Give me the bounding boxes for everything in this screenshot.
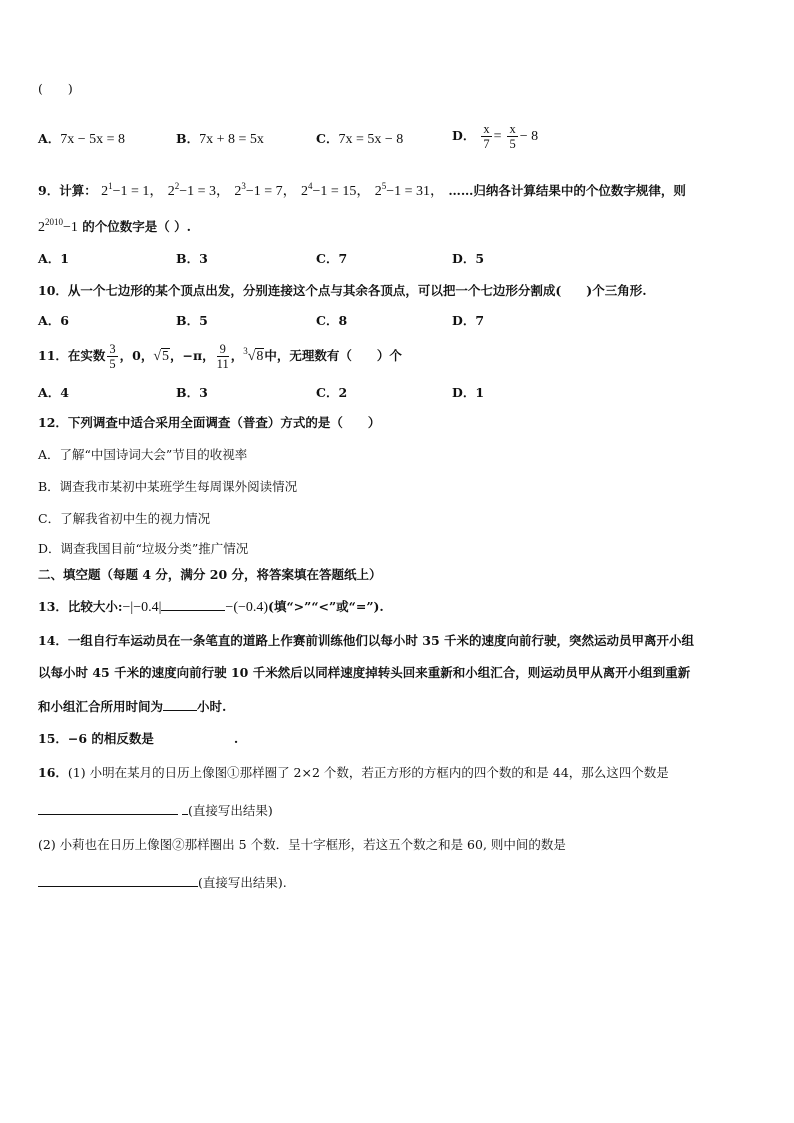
q8-option-b: B．7x + 8 = 5x <box>176 131 264 147</box>
fraction: $\frac{3}{5}$ <box>109 342 116 371</box>
q14-line2: 以每小时 45 千米的速度向前行驶 10 千米然后以同样速度掉转头回来重新和小组汇合，则运动员甲从离开小组到重新 <box>38 665 691 680</box>
q12-stem: 12．下列调查中适合采用全面调查（普查）方式的是（ ） <box>38 415 381 430</box>
q9-option-d: D．5 <box>452 251 485 266</box>
q11-option-c: C．2 <box>316 385 348 400</box>
q12-option-d: D．调查我国目前“垃圾分类”推广情况 <box>38 541 249 556</box>
q8-option-d: D． $\frac{x}{7}$ = $\frac{x}{5}$ − 8 <box>452 122 539 151</box>
q9-stem-line2: $2^{2010}-1$ 的个位数字是（ ）. <box>38 217 191 235</box>
q16-line3: (2) 小莉也在日历上像图②那样圈出 5 个数．呈十字框形，若这五个数之和是 60, 则中间的数是 <box>38 837 566 852</box>
answer-blank <box>38 872 198 887</box>
q10-option-d: D．7 <box>452 313 485 328</box>
q8-paren: ( ) <box>38 81 73 96</box>
q11-option-d: D．1 <box>452 385 485 400</box>
q13-stem: 13．比较大小:−|−0.4| −(−0.4)(填“>”“<”或“=”). <box>38 596 384 617</box>
answer-blank <box>161 596 225 611</box>
q9-stem: 9．计算： $2^1-1 = 1$， $2^2-1 = 3$， $2^3-1 = 7$， $2^4-1 = 15$， $2^5-1 = 31$， ……归纳各计算结果中的个位数字规律，则 <box>38 181 686 199</box>
q16-line4: (直接写出结果). <box>38 872 287 892</box>
q12-option-a: A．了解“中国诗词大会”节目的收视率 <box>38 447 248 462</box>
q15-stem: 15．−6 的相反数是 . <box>38 731 239 746</box>
q8-option-a: A．7x − 5x = 8 <box>38 131 125 147</box>
answer-blank <box>163 696 197 711</box>
q10-stem: 10．从一个七边形的某个顶点出发，分别连接这个点与其余各顶点，可以把一个七边形分割成( )个三角形. <box>38 283 647 298</box>
q11-option-a: A．4 <box>38 385 69 400</box>
q10-option-a: A．6 <box>38 313 69 328</box>
q9-option-b: B．3 <box>176 251 208 266</box>
q12-option-c: C．了解我省初中生的视力情况 <box>38 511 211 526</box>
q9-option-c: C．7 <box>316 251 348 266</box>
q8-option-c: C．7x = 5x − 8 <box>316 131 404 147</box>
section-title: 二、填空题（每题 4 分，满分 20 分，将答案填在答题纸上） <box>38 567 382 582</box>
fraction: $\frac{x}{7}$ <box>483 122 490 151</box>
q9-option-a: A．1 <box>38 251 69 266</box>
q11-stem: 11．在实数 $\frac{3}{5}$ ，0，√5，−π， $\frac{9}{11}$ ，$^3$√8中，无理数有（ ）个 <box>38 342 402 371</box>
q14-line3: 和小组汇合所用时间为 小时. <box>38 696 226 716</box>
q14-line1: 14．一组自行车运动员在一条笔直的道路上作赛前训练他们以每小时 35 千米的速度向前行驶，突然运动员甲离开小组 <box>38 633 694 648</box>
q10-option-b: B．5 <box>176 313 208 328</box>
q16-line1: 16．(1) 小明在某月的日历上像图①那样圈了 2×2 个数，若正方形的方框内的四个数的和是 44，那么这四个数是 <box>38 765 669 780</box>
fraction: $\frac{9}{11}$ <box>216 342 229 371</box>
q16-line2: (直接写出结果) <box>38 800 273 820</box>
fraction: $\frac{x}{5}$ <box>509 122 516 151</box>
q11-option-b: B．3 <box>176 385 208 400</box>
q12-option-b: B．调查我市某初中某班学生每周课外阅读情况 <box>38 479 298 494</box>
q10-option-c: C．8 <box>316 313 348 328</box>
answer-blank <box>38 800 178 815</box>
